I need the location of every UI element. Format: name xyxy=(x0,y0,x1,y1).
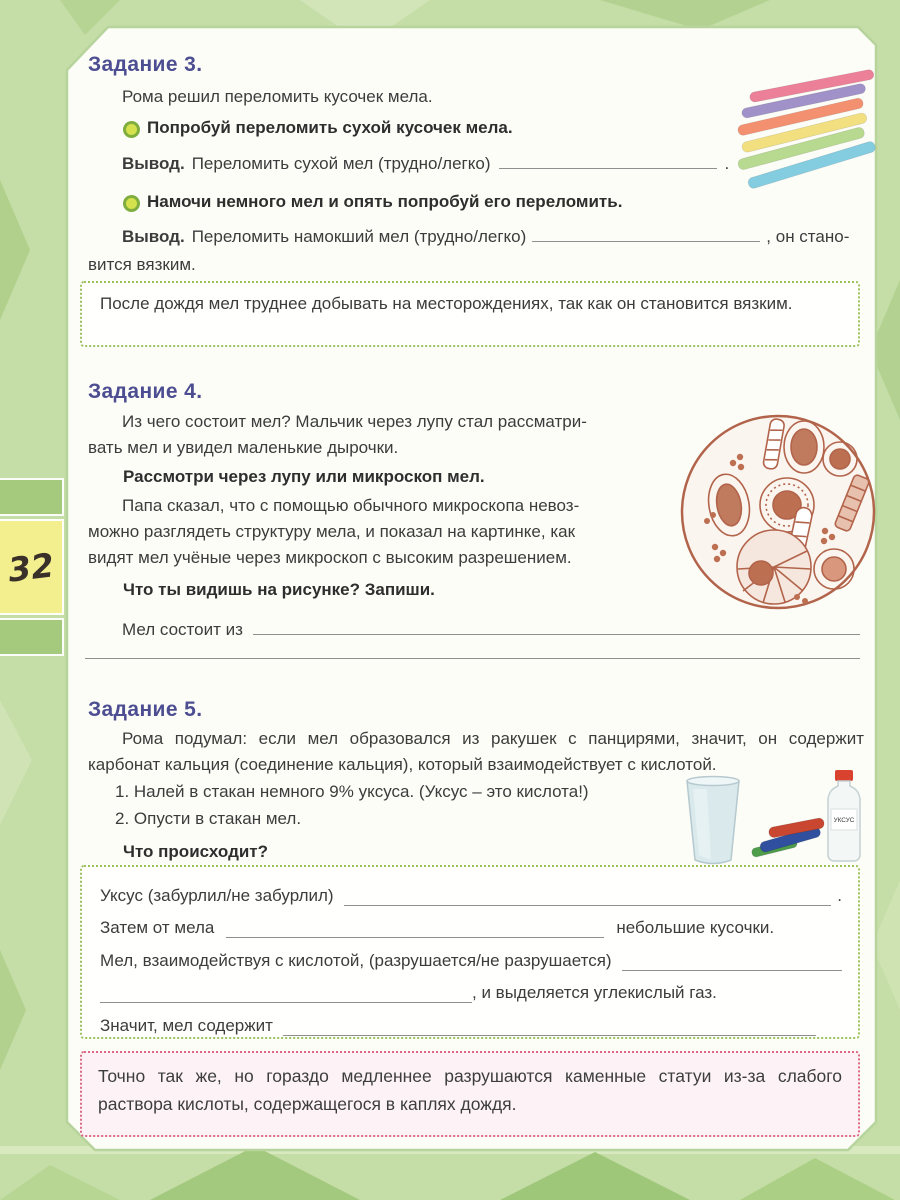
task3-conclusion2-wrap: вится вязким. xyxy=(88,255,196,274)
task3-blank-1 xyxy=(499,153,717,169)
task3-step1 xyxy=(123,118,513,138)
task5-blank-2 xyxy=(226,922,604,938)
task5-blank-5 xyxy=(283,1020,816,1036)
form-line5-prefix: Значит, мел содержит xyxy=(100,1015,273,1035)
form-line-3 xyxy=(100,942,842,975)
task3-conclusion2-text: Переломить намокший мел (трудно/легко) xyxy=(191,227,527,246)
form-line4-suffix: , и выделяется углекислый газ. xyxy=(472,983,717,1002)
task4-intro-line1: Из чего состоит мел? Мальчик через лупу стал рассматри- xyxy=(122,412,587,431)
task5-form-box xyxy=(80,865,860,1039)
tab-decoration-bottom xyxy=(0,618,64,656)
form-line1-prefix: Уксус (забурлил/не забурлил) xyxy=(100,885,334,905)
form-line3-prefix: Мел, взаимодействуя с кислотой, (разрушается/не разрушается) xyxy=(100,950,612,970)
form-line2-suffix: небольшие кусочки. xyxy=(616,918,775,937)
task3-conclusion2 xyxy=(122,226,864,247)
tab-decoration-top xyxy=(0,478,64,516)
form-line-2 xyxy=(100,910,842,943)
task3-title: Задание 3. xyxy=(88,53,203,76)
task3-step2 xyxy=(123,192,622,212)
vinegar-bottle-illustration xyxy=(821,769,867,872)
vinegar-bottle-label: УКСУС xyxy=(833,817,855,824)
form-line-5 xyxy=(100,1007,842,1040)
task5-blank-4 xyxy=(100,987,472,1003)
task5-item2: 2. Опусти в стакан мел. xyxy=(115,809,302,828)
form-line2-prefix: Затем от мела xyxy=(100,918,215,937)
task4-para-line3: видят мел учёные через микроскоп с высоким разрешением. xyxy=(88,548,572,567)
task3-conclusion2-end: , он стано- xyxy=(766,227,850,246)
task3-conclusion1-text: Переломить сухой мел (трудно/легко) xyxy=(191,154,491,173)
page-content xyxy=(67,27,876,1150)
task5-intro: Рома подумал: если мел образовался из ракушек с панцирями, значит, он содержит карбонат кальция (соединение кальция), который взаимодействует с кислотой. xyxy=(88,729,864,774)
task5-title: Задание 5. xyxy=(88,698,203,721)
task3-note-box: После дождя мел труднее добывать на месторождениях, так как он становится вязким. xyxy=(80,281,860,347)
task4-intro-line2: вать мел и увидел маленькие дырочки. xyxy=(88,438,399,457)
chalk-pieces-illustration xyxy=(751,809,827,866)
chalk-sticks-illustration xyxy=(735,65,877,194)
green-bullet-icon xyxy=(123,121,140,138)
task5-question: Что происходит? xyxy=(123,842,269,861)
glass-illustration xyxy=(681,775,745,872)
task4-question: Что ты видишь на рисунке? Запиши. xyxy=(123,580,435,599)
task4-title: Задание 4. xyxy=(88,380,203,403)
task3-step1-label: Попробуй переломить сухой кусочек мела. xyxy=(147,118,513,137)
form-line-1 xyxy=(100,877,842,910)
microscope-view-illustration xyxy=(677,411,879,618)
task5-item1: 1. Налей в стакан немного 9% уксуса. (Уксус – это кислота!) xyxy=(115,782,589,801)
page-number: 32 xyxy=(5,544,57,590)
conclusion-label: Вывод. xyxy=(122,227,185,246)
task3-blank-2 xyxy=(532,226,760,242)
task4-blank-2 xyxy=(85,657,860,659)
green-bullet-icon xyxy=(123,195,140,212)
task5-blank-1 xyxy=(344,890,832,906)
task5-blank-3 xyxy=(622,955,842,971)
task4-blank-1 xyxy=(253,619,860,635)
form-line1-end: . xyxy=(837,885,842,905)
task4-step: Рассмотри через лупу или микроскоп мел. xyxy=(123,467,485,486)
form-line-4 xyxy=(100,975,842,1008)
page-number-tab xyxy=(0,519,64,615)
task3-conclusion1-end: . xyxy=(724,154,730,173)
task4-para-line2: можно разглядеть структуру мела, и показал на картинке, как xyxy=(88,522,576,541)
conclusion-label: Вывод. xyxy=(122,154,185,173)
task5-note-box: Точно так же, но гораздо медленнее разрушаются каменные статуи из-за слабого раствора кислоты, содержащегося в каплях дождя. xyxy=(80,1051,860,1137)
task3-step2-label: Намочи немного мел и опять попробуй его переломить. xyxy=(147,192,623,211)
task3-intro: Рома решил переломить кусочек мела. xyxy=(122,87,433,106)
task4-answer-row xyxy=(122,619,860,640)
task4-para-line1: Папа сказал, что с помощью обычного микроскопа невоз- xyxy=(122,496,580,515)
task4-answer-prefix: Мел состоит из xyxy=(122,620,243,639)
